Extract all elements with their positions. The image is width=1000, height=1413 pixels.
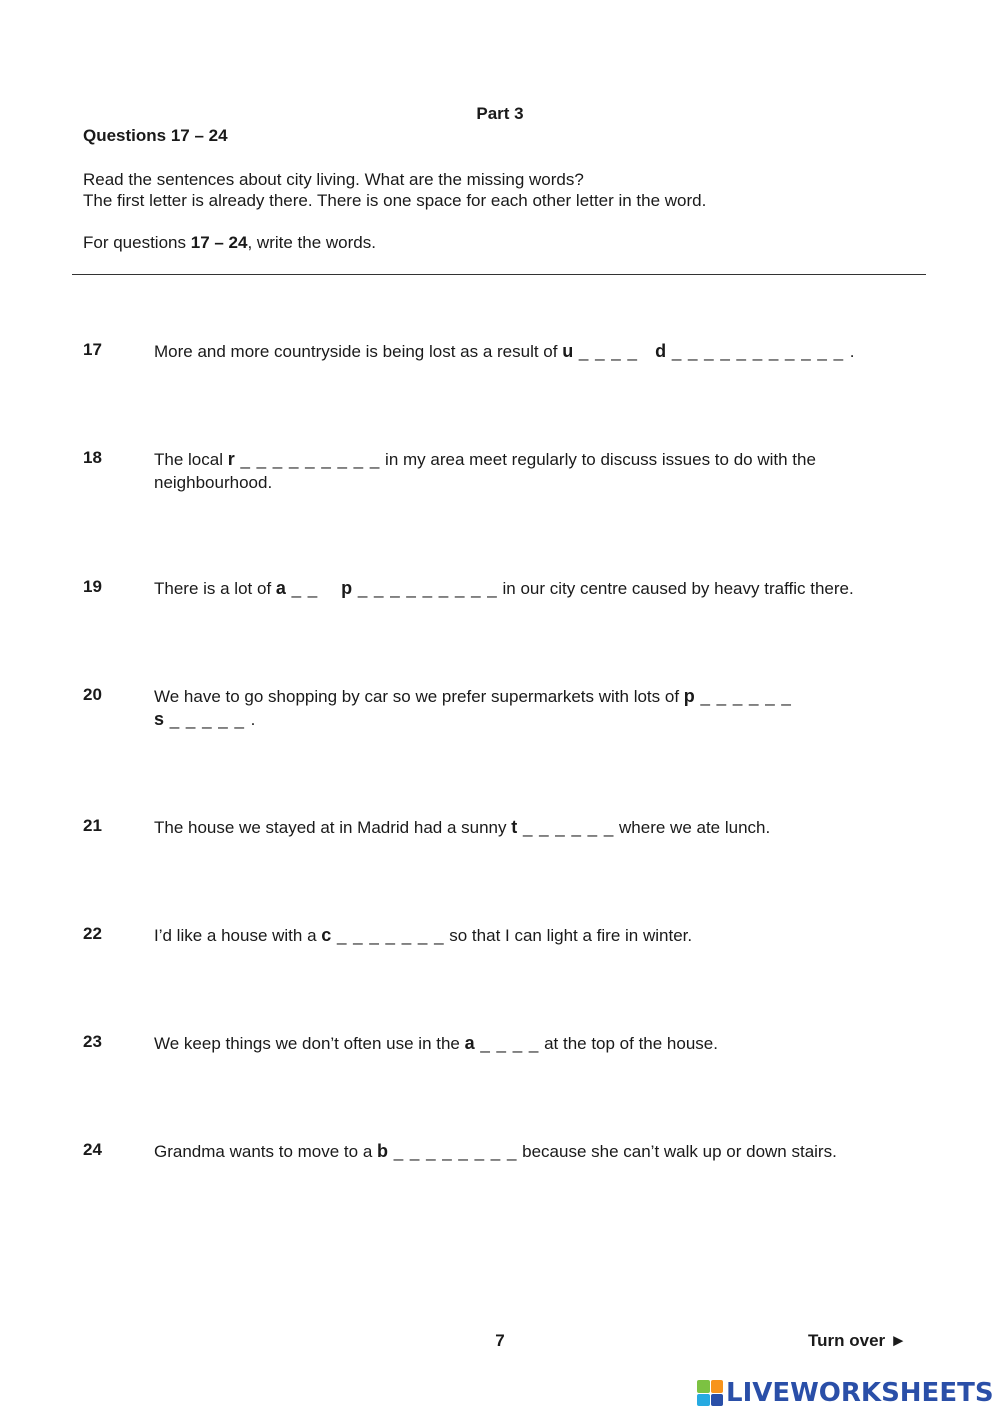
first-letter: u	[562, 341, 574, 361]
answer-gap[interactable]: _ _ _ _	[573, 342, 656, 361]
question-number: 19	[83, 577, 102, 596]
question-number: 20	[83, 685, 102, 704]
first-letter: a	[275, 578, 286, 598]
turn-over-label: Turn over ►	[808, 1331, 907, 1350]
question-number: 24	[83, 1140, 102, 1159]
liveworksheets-wordmark: LIVEWORKSHEETS	[726, 1378, 994, 1408]
page-number: 7	[495, 1331, 505, 1350]
question-range: Questions 17 – 24	[83, 126, 228, 145]
question-text: More and more countryside is being lost as a result of u _ _ _ _ d _ _ _ _ _ _ _ _ _ _ _ .	[154, 341, 856, 361]
answer-gap[interactable]: _ _ _ _ _ _ _ _	[388, 1142, 518, 1161]
question-text: Grandma wants to move to a b _ _ _ _ _ _ _ _ because she can’t walk up or down stairs.	[154, 1141, 837, 1161]
liveworksheets-logo	[697, 1376, 994, 1410]
answer-gap[interactable]: _ _ _ _ _ _ _ _ _ _ _ .	[666, 342, 856, 361]
question-text: The local r _ _ _ _ _ _ _ _ _ in my area meet regularly to discuss issues to do with the neighbourhood.	[154, 449, 816, 492]
question-number: 23	[83, 1032, 102, 1051]
first-letter: p	[341, 578, 353, 598]
instruction-line-2: The first letter is already there. There is one space for each other letter in the word.	[83, 191, 707, 210]
answer-gap[interactable]: _ _ _ _ _ _ _ _ _	[352, 579, 498, 598]
answer-gap[interactable]: _ _ _ _ _ _	[694, 687, 792, 706]
question-number: 17	[83, 340, 102, 359]
answer-gap[interactable]: _ _ _ _ _ _ _ _ _	[234, 450, 381, 469]
liveworksheets-icon	[697, 1380, 723, 1406]
divider-line	[72, 274, 926, 275]
question-text: The house we stayed at in Madrid had a sunny t _ _ _ _ _ _ where we ate lunch.	[154, 817, 771, 837]
answer-gap[interactable]: _ _ _ _ _ _ _	[331, 926, 445, 945]
answer-gap[interactable]: _ _ _ _	[474, 1034, 540, 1053]
question-number: 21	[83, 816, 102, 835]
first-letter: c	[321, 925, 332, 945]
question-text: We have to go shopping by car so we prefer supermarkets with lots of p _ _ _ _ _ _ s _ _ _ _ _ .	[154, 686, 792, 729]
first-letter: b	[377, 1141, 388, 1161]
question-text: There is a lot of a _ _ p _ _ _ _ _ _ _ _ _ in our city centre caused by heavy traffic there.	[154, 578, 854, 598]
answer-gap[interactable]: _ _ _ _ _ _	[517, 818, 615, 837]
first-letter: s	[154, 709, 165, 729]
question-number: 22	[83, 924, 102, 943]
first-letter: a	[464, 1033, 475, 1053]
part-title: Part 3	[476, 104, 524, 123]
first-letter: r	[227, 449, 235, 469]
first-letter: p	[683, 686, 695, 706]
question-text: I’d like a house with a c _ _ _ _ _ _ _ so that I can light a fire in winter.	[154, 925, 693, 945]
instruction-line-1: Read the sentences about city living. What are the missing words?	[83, 170, 584, 189]
question-text: We keep things we don’t often use in the a _ _ _ _ at the top of the house.	[154, 1033, 718, 1053]
first-letter: t	[511, 817, 518, 837]
first-letter: d	[655, 341, 667, 361]
instruction-line-3: For questions 17 – 24, write the words.	[83, 233, 376, 252]
answer-gap[interactable]: _ _ _ _ _ .	[164, 710, 257, 729]
answer-gap[interactable]: _ _	[285, 579, 342, 598]
question-number: 18	[83, 448, 102, 467]
